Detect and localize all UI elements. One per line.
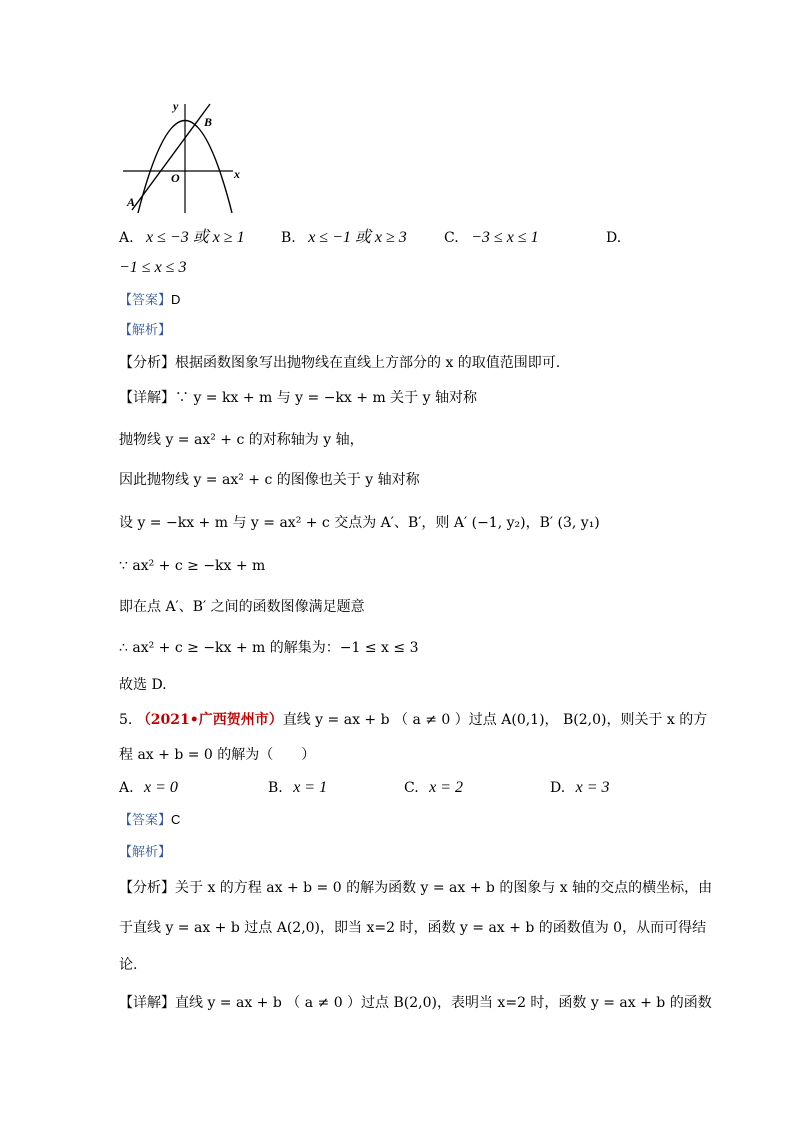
point-b-label: B [204,115,213,129]
option-letter: A. [119,230,134,246]
answer-value: D [171,292,181,307]
xiangjie-tag: 【详解】 [119,390,175,406]
option-text: x = 3 [575,779,610,796]
straight-line [132,104,213,210]
q5-xiangjie [119,993,712,1013]
q5-fenxi-line-2: 于直线 y = ax + b 过点 A(2,0)，即当 x=2 时，函数 y = ax + b 的函数值为 0，从而可得结 [119,920,707,936]
q4-xiangjie-line-1 [119,388,477,408]
answer-tag: 【答案】 [119,292,172,307]
x-axis-label: x [234,167,240,181]
option-letter: C. [444,230,459,246]
origin-label: O [171,171,180,185]
option-text: x ≤ −3 或 x ≥ 1 [146,229,245,246]
q5-option-d [550,778,610,798]
option-text: −1 ≤ x ≤ 3 [119,259,187,276]
xiangjie-text: 直线 y = ax + b （ a ≠ 0 ）过点 B(2,0)，表明当 x=2 时，函数 y = ax + b 的函数 [175,995,712,1011]
q5-option-b [268,778,327,798]
q4-option-d [606,228,621,248]
point-a-label: A [127,195,136,209]
fenxi-text: 关于 x 的方程 ax + b = 0 的解为函数 y = ax + b 的图象与 x 轴的交点的横坐标，由 [175,880,713,896]
answer-value: C [171,812,181,827]
option-text: x = 0 [144,779,178,796]
q4-xiangjie-line-8: 故选 D. [119,677,167,693]
option-letter: B. [281,230,296,246]
q4-xiangjie-line-2: 抛物线 y = ax² + c 的对称轴为 y 轴， [119,432,364,448]
function-graph-figure [118,98,248,216]
q4-xiangjie-line-7: ∴ ax² + c ≥ −kx + m 的解集为：−1 ≤ x ≤ 3 [119,640,419,656]
q5-stem-line-2: 程 ax + b = 0 的解为（ ） [119,747,316,763]
y-axis-label: y [173,99,179,113]
option-letter: C. [404,780,419,796]
q5-answer [119,810,180,830]
option-text: −3 ≤ x ≤ 1 [471,229,539,246]
stem-text: 直线 y = ax + b （ a ≠ 0 ）过点 A(0,1)， B(2,0)，则关于 x 的方 [282,712,708,728]
jiexi-tag: 【解析】 [119,844,172,859]
q4-option-a [119,228,245,248]
q4-jiexi [119,320,171,340]
q4-option-c [444,228,539,248]
q5-stem-line-1 [119,710,707,730]
option-text: x = 2 [429,779,464,796]
q4-xiangjie-line-6: 即在点 A′、B′ 之间的函数图像满足题意 [119,599,365,615]
option-letter: A. [119,780,134,796]
option-text: x = 1 [293,779,328,796]
q4-fenxi [119,353,560,373]
option-letter: D. [606,230,622,246]
q5-fenxi-line-1 [119,878,712,898]
q5-option-a [119,778,178,798]
xiangjie-tag: 【详解】 [119,995,175,1011]
option-letter: D. [550,780,566,796]
q4-option-d-continued [119,258,186,278]
fenxi-tag: 【分析】 [119,880,175,896]
fenxi-tag: 【分析】 [119,355,175,371]
q5-jiexi [119,842,171,862]
q4-answer [119,290,180,310]
q4-xiangjie-line-3: 因此抛物线 y = ax² + c 的图像也关于 y 轴对称 [119,472,420,488]
xiangjie-text: ∵ y = kx + m 与 y = −kx + m 关于 y 轴对称 [175,390,477,406]
option-text: x ≤ −1 或 x ≥ 3 [308,229,407,246]
q4-xiangjie-line-4: 设 y = −kx + m 与 y = ax² + c 交点为 A′、B′，则 A′ (−1, y₂)，B′ (3, y₁) [119,515,600,531]
q4-option-b [281,228,407,248]
q4-xiangjie-line-5: ∵ ax² + c ≥ −kx + m [119,558,266,574]
q5-option-c [404,778,463,798]
question-source: （2021•广西贺州市） [136,712,283,728]
option-letter: B. [268,780,283,796]
fenxi-text: 根据函数图象写出抛物线在直线上方部分的 x 的取值范围即可. [175,355,561,371]
question-number: 5. [119,712,133,728]
answer-tag: 【答案】 [119,812,172,827]
jiexi-tag: 【解析】 [119,322,172,337]
q5-fenxi-line-3: 论. [119,957,138,973]
